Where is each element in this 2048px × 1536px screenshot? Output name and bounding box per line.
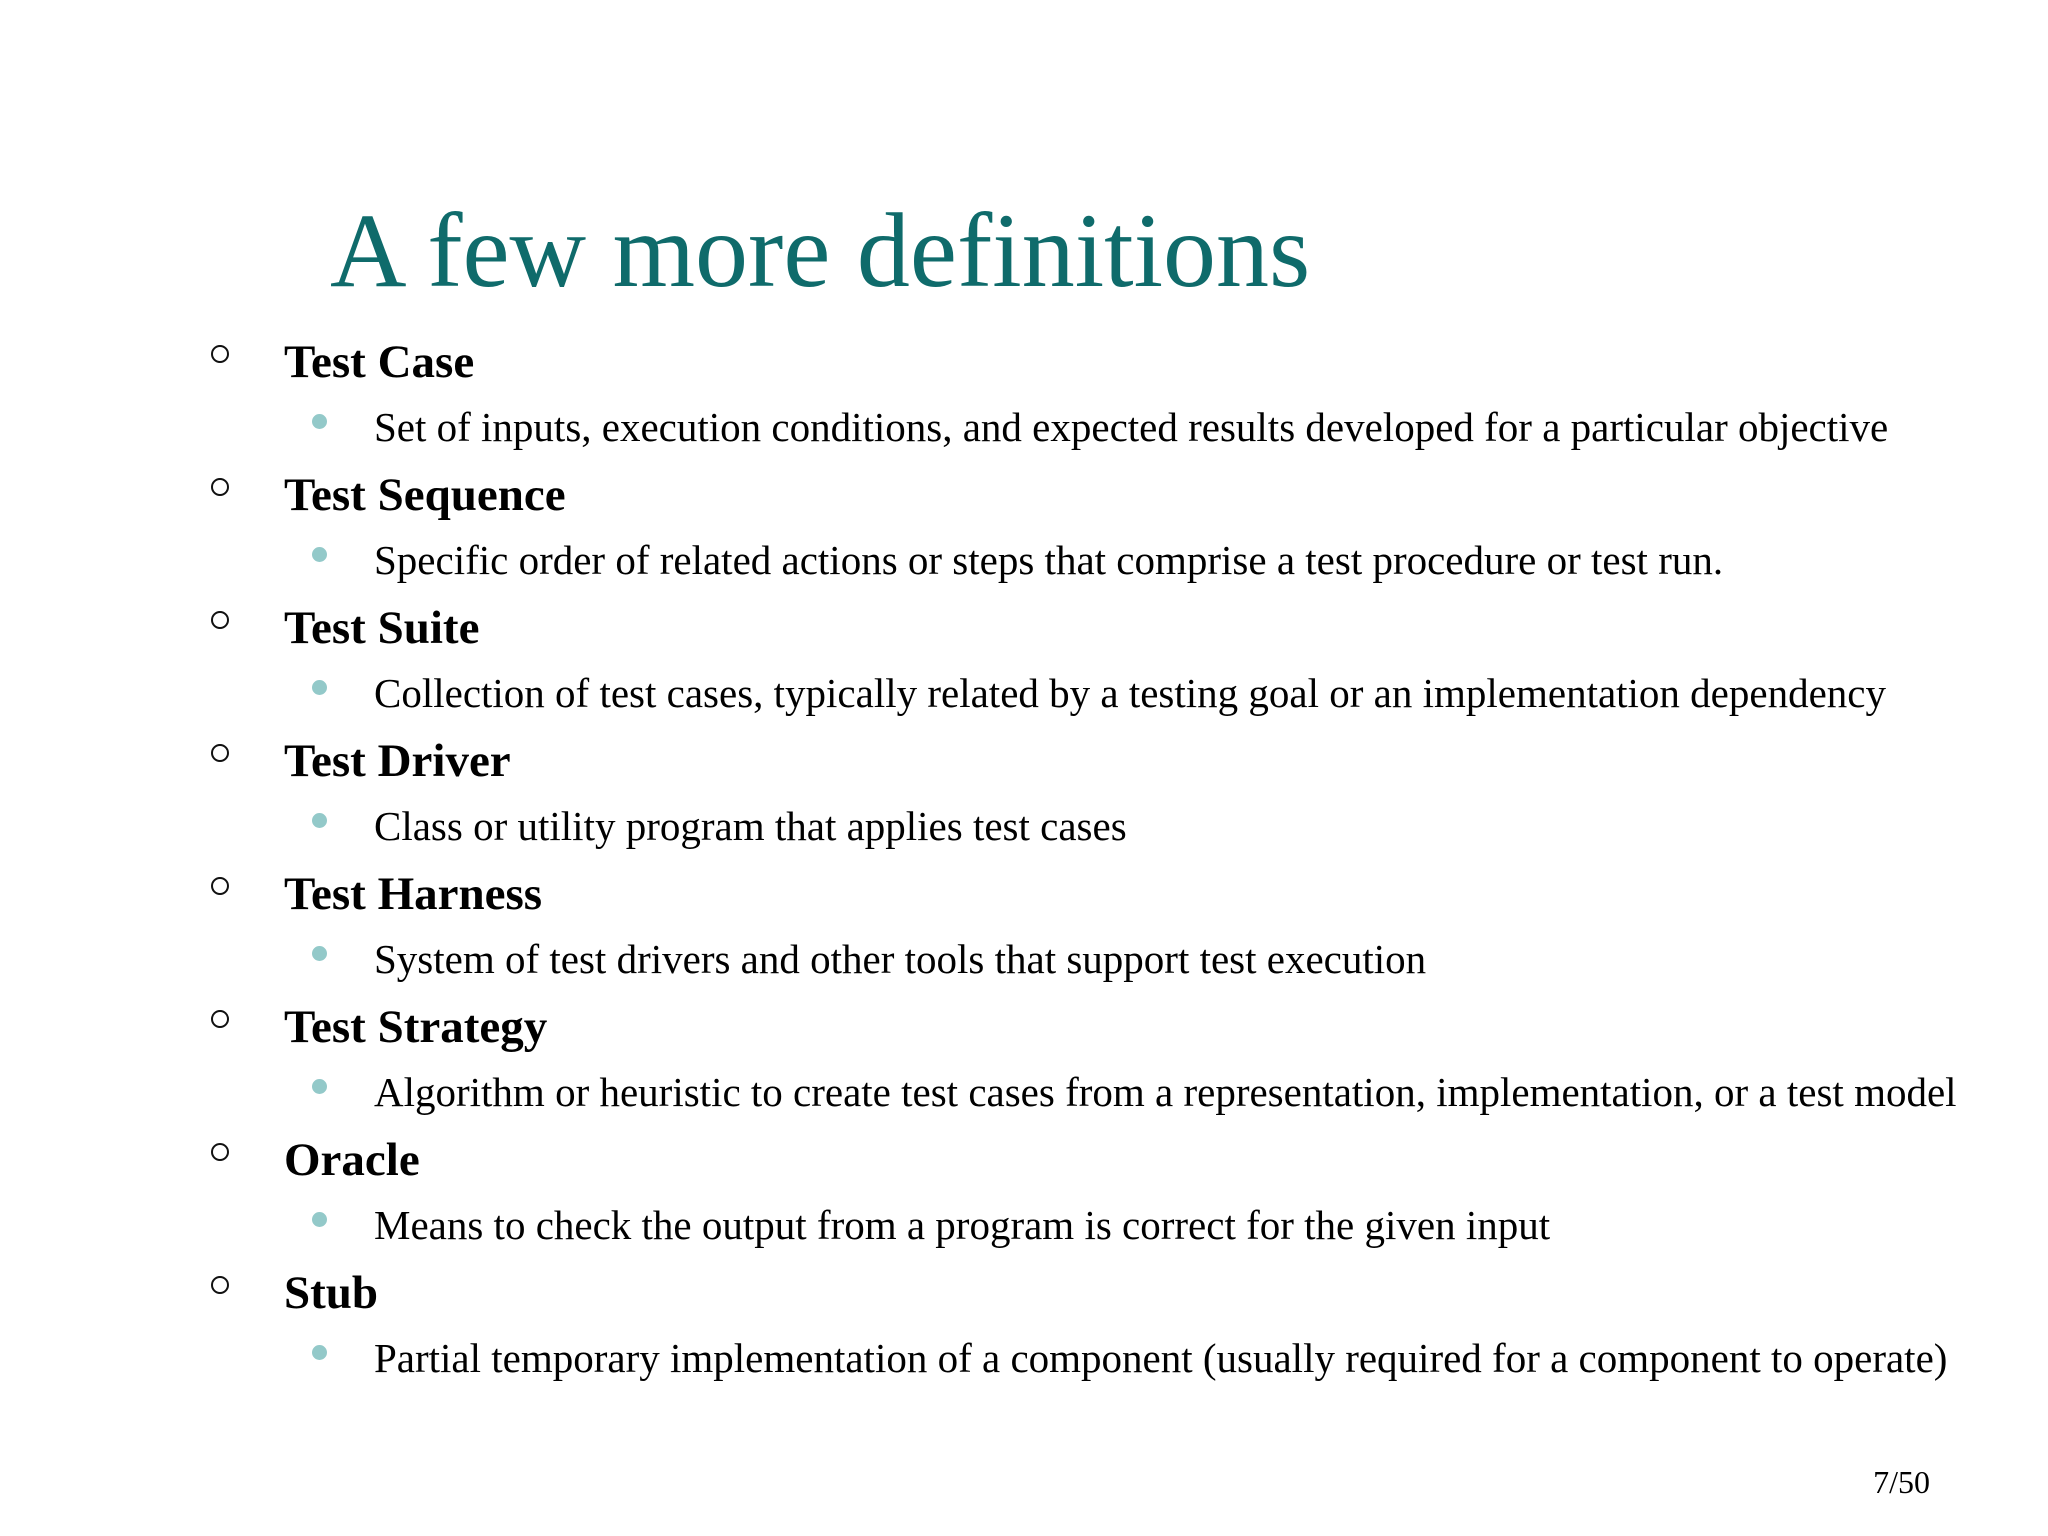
definition-item — [0, 464, 2048, 597]
definition-item — [0, 996, 2048, 1129]
term-definition: System of test drivers and other tools that support test execution — [374, 936, 1427, 982]
slide-title: A few more definitions — [330, 192, 1311, 309]
hollow-circle-icon — [211, 1276, 229, 1294]
term-definition: Algorithm or heuristic to create test cases from a representation, implementation, or a test model — [374, 1069, 1957, 1115]
term-definition: Set of inputs, execution conditions, and expected results developed for a particular objective — [374, 404, 1889, 450]
definition-item — [0, 1129, 2048, 1262]
definition-item — [0, 1262, 2048, 1395]
term-definition: Partial temporary implementation of a component (usually required for a component to operate) — [374, 1335, 1948, 1381]
filled-dot-icon — [312, 813, 327, 828]
filled-dot-icon — [312, 1212, 327, 1227]
term-definition: Collection of test cases, typically related by a testing goal or an implementation dependency — [374, 670, 1886, 716]
term-name: Test Driver — [284, 735, 511, 787]
term-definition: Class or utility program that applies test cases — [374, 803, 1127, 849]
hollow-circle-icon — [211, 345, 229, 363]
definition-item — [0, 730, 2048, 863]
filled-dot-icon — [312, 946, 327, 961]
definition-item — [0, 863, 2048, 996]
hollow-circle-icon — [211, 744, 229, 762]
hollow-circle-icon — [211, 1143, 229, 1161]
term-name: Test Harness — [284, 868, 543, 920]
term-name: Test Strategy — [284, 1001, 548, 1053]
hollow-circle-icon — [211, 611, 229, 629]
term-name: Stub — [284, 1267, 379, 1319]
term-definition: Means to check the output from a program is correct for the given input — [374, 1202, 1551, 1248]
hollow-circle-icon — [211, 1010, 229, 1028]
term-definition: Specific order of related actions or steps that comprise a test procedure or test run. — [374, 537, 1724, 583]
term-name: Oracle — [284, 1134, 420, 1186]
filled-dot-icon — [312, 414, 327, 429]
page-number: 7/50 — [1873, 1464, 1930, 1500]
term-name: Test Sequence — [284, 469, 566, 521]
filled-dot-icon — [312, 680, 327, 695]
filled-dot-icon — [312, 1079, 327, 1094]
hollow-circle-icon — [211, 478, 229, 496]
hollow-circle-icon — [211, 877, 229, 895]
filled-dot-icon — [312, 1345, 327, 1360]
filled-dot-icon — [312, 547, 327, 562]
definition-item — [0, 597, 2048, 730]
term-name: Test Suite — [284, 602, 480, 654]
term-name: Test Case — [284, 336, 475, 388]
definition-list — [0, 331, 2048, 1395]
definition-item — [0, 331, 2048, 464]
